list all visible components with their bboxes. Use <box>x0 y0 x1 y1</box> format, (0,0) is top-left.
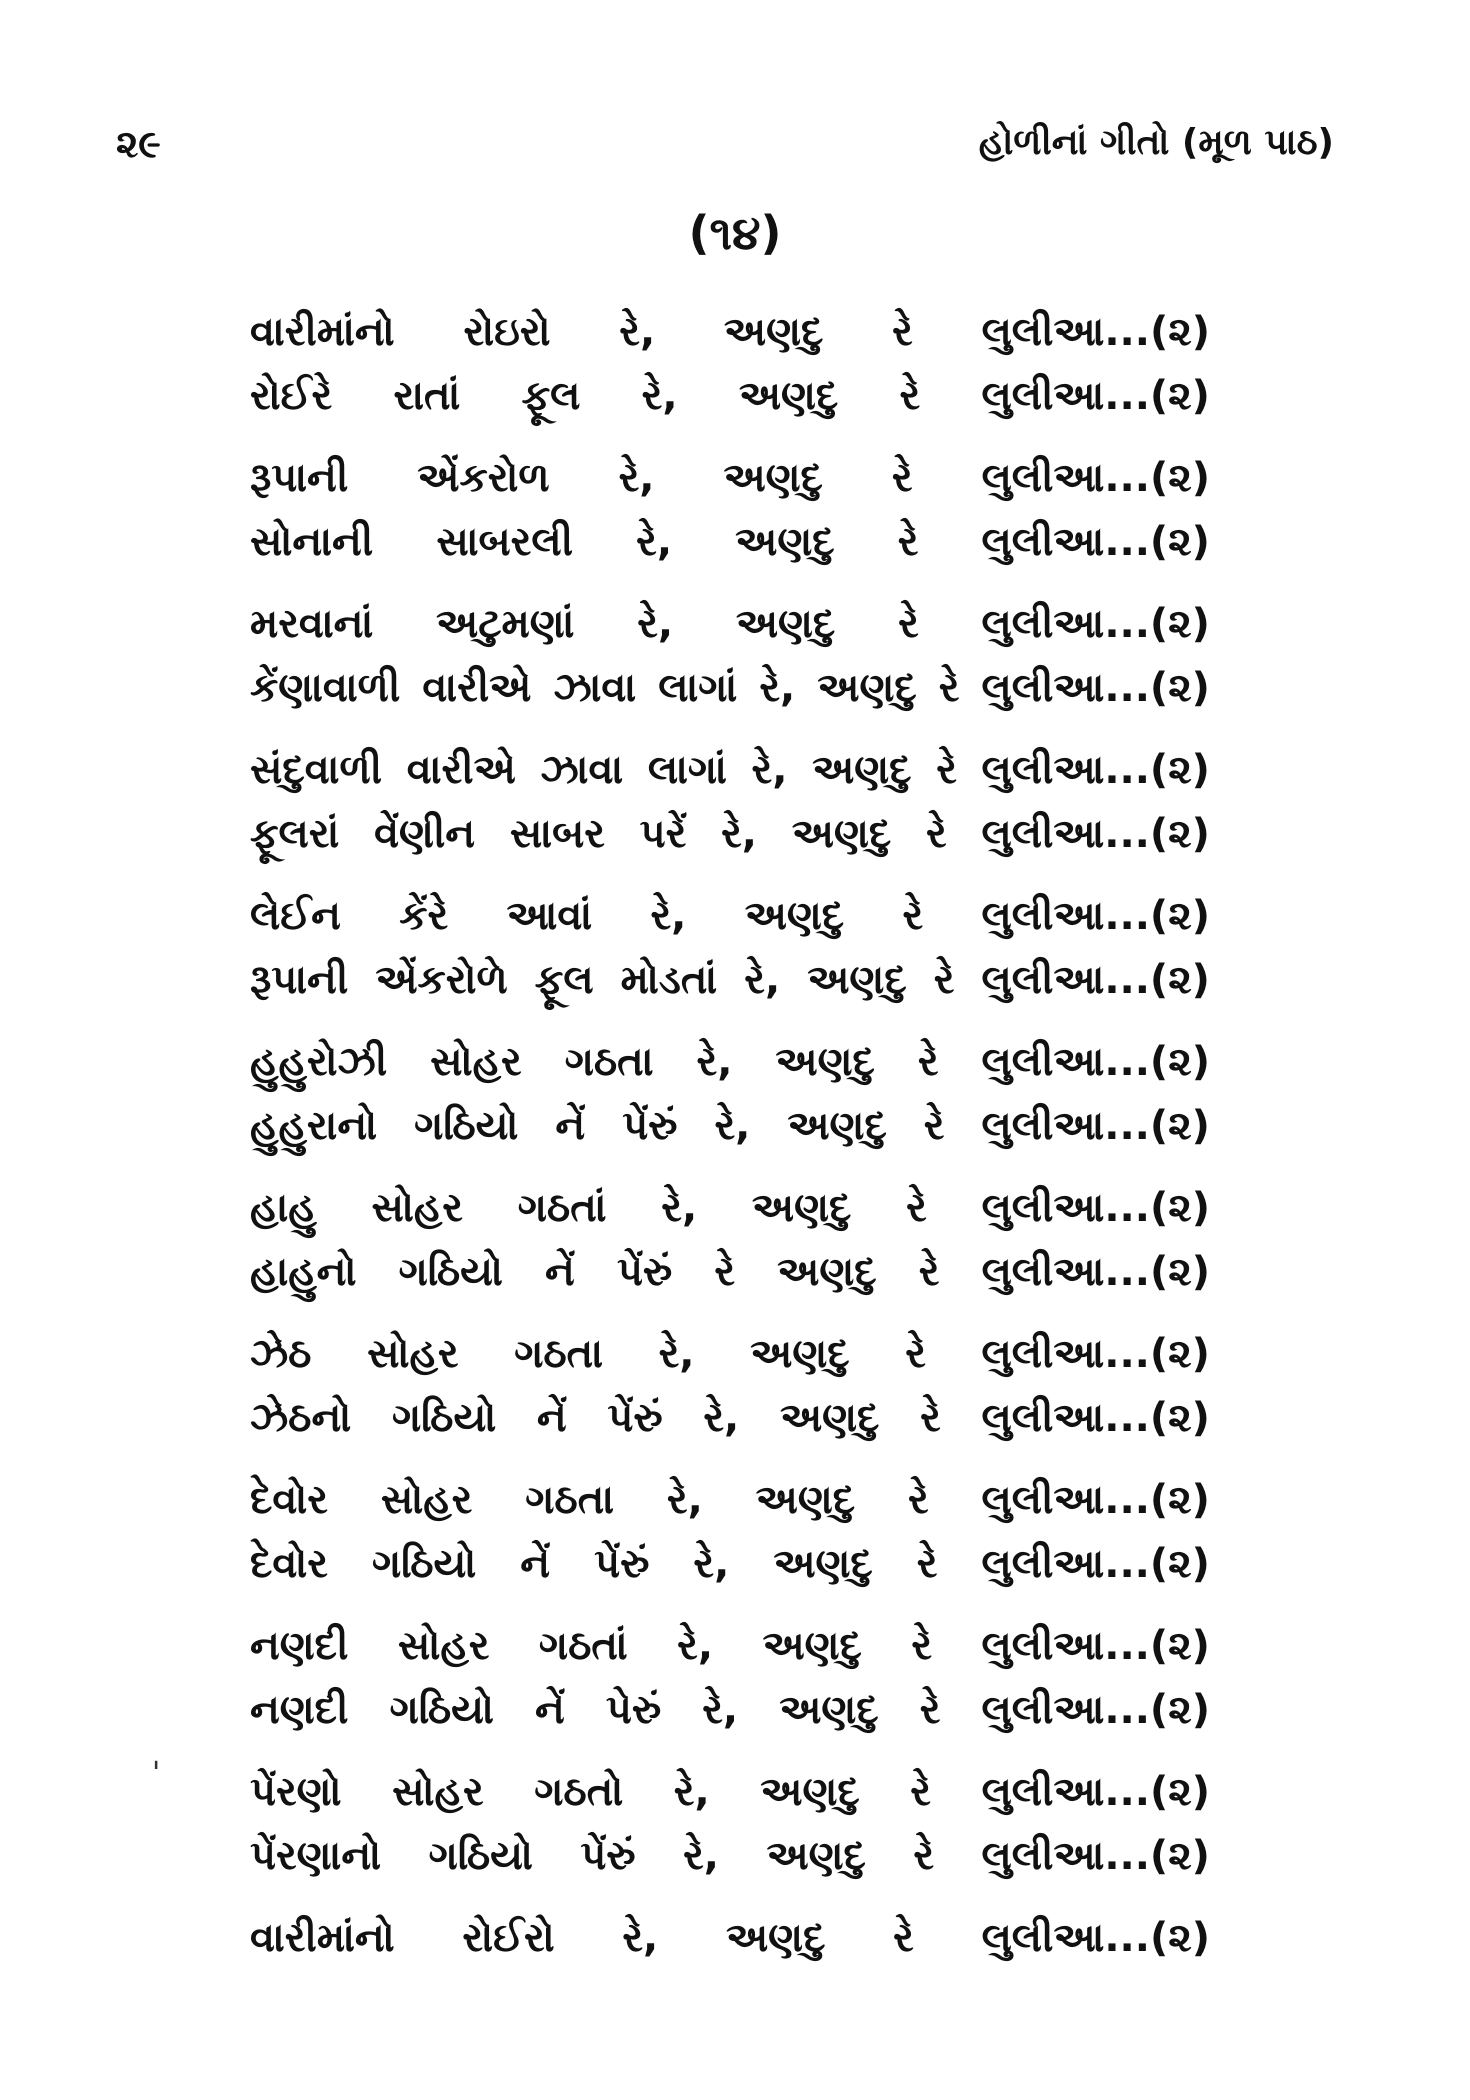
verse-line <box>250 1678 1210 1742</box>
verse-word: રે <box>920 1395 941 1441</box>
verse-word: રે, <box>696 1039 733 1085</box>
verse-word: લાગાં <box>647 747 727 793</box>
verse-word: અણદુ <box>750 1331 850 1377</box>
verse-word: લુલીઆ...(૨) <box>981 957 1210 1003</box>
verse-word: હાહુ <box>250 1185 317 1231</box>
stanza <box>250 592 1210 720</box>
verse-word: ગઠિયો <box>414 1103 519 1149</box>
verse-word: નેં <box>545 1249 575 1295</box>
verse-word: નેં <box>555 1103 586 1149</box>
verse-word: કેંરે <box>399 893 449 939</box>
verse-word: અણદુ <box>779 1395 880 1441</box>
verse-word: અણદુ <box>760 1769 860 1815</box>
verse-word: રે, <box>683 1833 719 1879</box>
verse-line <box>250 300 1210 364</box>
verse-word: સોહર <box>371 1185 463 1231</box>
verse-word: સંદુવાળી <box>250 747 383 793</box>
verse-word: રે, <box>721 811 757 857</box>
verse-word: લુલીઆ...(૨) <box>981 519 1210 565</box>
verse-word: રે <box>911 1623 933 1669</box>
verse-line <box>250 1176 1210 1240</box>
margin-mark: ' <box>152 1756 161 1791</box>
verse-line <box>250 1760 1210 1824</box>
verse-word: ફૂલ <box>534 957 594 1003</box>
verse-word: દેવોર <box>250 1541 328 1587</box>
verse-word: રે, <box>661 1185 698 1231</box>
verse-line <box>250 656 1210 720</box>
stanza <box>250 884 1210 1012</box>
verse-word: રે <box>917 1039 939 1085</box>
verse-word: મરવાનાં <box>250 601 374 647</box>
page-number: ૨૯ <box>116 122 161 166</box>
verse-word: પેંરણો <box>250 1769 342 1815</box>
verse-word: લુલીઆ...(૨) <box>981 747 1210 793</box>
verse-word: નેં <box>534 1687 565 1733</box>
verse-word: લેઈન <box>250 893 341 939</box>
verse-word: રે <box>926 811 947 857</box>
verse-word: પેંરું <box>622 1103 678 1149</box>
verse-line <box>250 1322 1210 1386</box>
verse-word: અણદુ <box>725 1915 826 1961</box>
stanza <box>250 1322 1210 1450</box>
stanza <box>250 1468 1210 1596</box>
verse-word: લુલીઆ...(૨) <box>981 601 1210 647</box>
verse-line <box>250 1030 1210 1094</box>
verse-line <box>250 1240 1210 1304</box>
verse-word: રે, <box>636 519 673 565</box>
verse-word: રે, <box>702 1687 739 1733</box>
verse-word: ગઠતો <box>534 1769 624 1815</box>
verse-word: સોહર <box>397 1623 490 1669</box>
verse-word: અણદુ <box>787 1103 887 1149</box>
verse-word: રે <box>905 1331 926 1377</box>
stanza <box>250 1030 1210 1158</box>
verse-word: રે <box>933 957 955 1003</box>
verse-word: અણદુ <box>762 1623 862 1669</box>
verse-word: રે, <box>703 1395 740 1441</box>
verse-word: રે <box>919 1687 941 1733</box>
verse-word: પરેં <box>639 811 687 857</box>
verse-line <box>250 510 1210 574</box>
verse-word: રોઇરો <box>463 309 551 355</box>
verse-word: રૂપાની <box>250 455 349 501</box>
verse-word: રે, <box>641 373 678 419</box>
verse-word: સાબરલી <box>436 519 574 565</box>
verse-word: રે, <box>618 455 655 501</box>
verse-word: લુલીઆ...(૨) <box>981 893 1210 939</box>
stanza <box>250 300 1210 428</box>
verse-word: રે <box>714 1249 736 1295</box>
verse-word: એંકરોળે <box>375 957 508 1003</box>
verse-word: રે <box>918 1249 940 1295</box>
verse-word: લુલીઆ...(૨) <box>981 1249 1210 1295</box>
verse-word: ઝેઠનો <box>250 1395 352 1441</box>
verse-word: અણદુ <box>773 1541 873 1587</box>
verse-word: ગઠિયો <box>389 1687 494 1733</box>
verse-word: રોઈરે <box>250 373 333 419</box>
verse-word: ગઠિયો <box>428 1833 533 1879</box>
verse-word: નણદી <box>250 1687 349 1733</box>
verse-word: સોનાની <box>250 519 374 565</box>
verse-word: ઝાવા <box>553 665 637 711</box>
verse-word: વેંણીન <box>374 811 476 857</box>
verse-word: પેરું <box>605 1687 662 1733</box>
verse-word: લુલીઆ...(૨) <box>981 1477 1210 1523</box>
verse-word: મોડતાં <box>620 957 718 1003</box>
verse-word: લુલીઆ...(૨) <box>981 1915 1210 1961</box>
verse-word: વારીમાંનો <box>250 1915 395 1961</box>
verse-line <box>250 884 1210 948</box>
verse-word: રે, <box>693 1541 730 1587</box>
verse-word: રે, <box>658 1331 695 1377</box>
verse-word: રે <box>913 1833 935 1879</box>
verse-word: રે <box>907 1477 929 1523</box>
verse-word: લુલીઆ...(૨) <box>981 1541 1210 1587</box>
verse-word: વારીએ <box>422 665 532 711</box>
verse-word: રે <box>892 309 913 355</box>
verse-word: નણદી <box>250 1623 349 1669</box>
verse-line <box>250 948 1210 1012</box>
verse-word: રે <box>916 1541 938 1587</box>
verse-word: અણદુ <box>775 1039 875 1085</box>
verse-word: ગઠિયો <box>391 1395 497 1441</box>
stanza <box>250 1176 1210 1304</box>
verse-word: અણદુ <box>735 601 836 647</box>
verse-word: અણદુ <box>807 957 907 1003</box>
verse-word: રે, <box>744 957 781 1003</box>
verse-word: અણદુ <box>723 455 823 501</box>
verse-word: લુલીઆ...(૨) <box>981 1331 1210 1377</box>
verse-word: લુલીઆ...(૨) <box>981 309 1210 355</box>
verse-word: પેંરું <box>607 1395 663 1441</box>
running-title: હોળીનાં ગીતો (મૂળ પાઠ) <box>978 122 1334 163</box>
verse-word: રે <box>902 893 924 939</box>
verse-word: રે <box>893 1915 914 1961</box>
verse-word: રે <box>910 1769 931 1815</box>
verse-word: લુલીઆ...(૨) <box>981 1185 1210 1231</box>
verse-line <box>250 446 1210 510</box>
verse-word: અણદુ <box>779 1687 879 1733</box>
verse-word: રે <box>891 455 913 501</box>
verse-word: અણદુ <box>723 309 824 355</box>
verse-word: હુહુરાનો <box>250 1103 378 1149</box>
verse-word: એંકરોળ <box>417 455 550 501</box>
song-number: (૧૪) <box>688 206 782 260</box>
verse-word: રે, <box>751 747 788 793</box>
verse-word: વારીમાંનો <box>250 309 395 355</box>
verse-word: ગઠતાં <box>538 1623 628 1669</box>
verse-word: રે, <box>666 1477 703 1523</box>
verse-word: રાતાં <box>393 373 461 419</box>
verse-line <box>250 1532 1210 1596</box>
verse-word: રે, <box>619 309 656 355</box>
verse-word: લુલીઆ...(૨) <box>981 811 1210 857</box>
stanza <box>250 1614 1210 1742</box>
verse-word: ઝાવા <box>540 747 624 793</box>
verse-line <box>250 1386 1210 1450</box>
verse-word: હાહુનો <box>250 1249 357 1295</box>
verse-word: અણદુ <box>744 893 845 939</box>
verse-word: અણદુ <box>817 665 917 711</box>
verse-line <box>250 592 1210 656</box>
verse-word: રે <box>936 747 957 793</box>
verse-word: રે, <box>622 1915 659 1961</box>
verse-word: સોહર <box>380 1477 473 1523</box>
song-stanzas <box>250 300 1210 1988</box>
verse-word: આવાં <box>506 893 593 939</box>
verse-word: રે <box>923 1103 945 1149</box>
verse-word: લુલીઆ...(૨) <box>981 1769 1210 1815</box>
verse-line <box>250 1094 1210 1158</box>
verse-word: લુલીઆ...(૨) <box>981 455 1210 501</box>
verse-word: રે <box>899 373 921 419</box>
stanza <box>250 738 1210 866</box>
verse-word: ગઠતાં <box>517 1185 607 1231</box>
verse-line <box>250 1906 1210 1970</box>
verse-word: અણદુ <box>777 1249 877 1295</box>
verse-word: રે, <box>759 665 796 711</box>
verse-word: અણદુ <box>751 1185 852 1231</box>
verse-word: ગઠતા <box>514 1331 604 1377</box>
verse-word: લુલીઆ...(૨) <box>981 665 1210 711</box>
verse-word: પેંરું <box>616 1249 673 1295</box>
verse-word: રોઈરો <box>462 1915 555 1961</box>
stanza <box>250 446 1210 574</box>
verse-word: હુહુરોઝી <box>250 1039 388 1085</box>
verse-word: નેં <box>520 1541 551 1587</box>
verse-word: ઝેઠ <box>250 1331 312 1377</box>
verse-word: અણદુ <box>735 519 835 565</box>
verse-word: રે <box>897 519 919 565</box>
verse-word: સોહર <box>392 1769 484 1815</box>
verse-word: લુલીઆ...(૨) <box>981 1623 1210 1669</box>
verse-word: ફૂલ <box>521 373 581 419</box>
verse-word: રે <box>938 665 960 711</box>
verse-word: લુલીઆ...(૨) <box>981 1039 1210 1085</box>
verse-word: રે, <box>677 1623 714 1669</box>
verse-word: રૂપાની <box>250 957 349 1003</box>
verse-word: ફૂલરાં <box>250 811 340 857</box>
verse-word: કેંણાવાળી <box>250 665 401 711</box>
verse-word: પેંરું <box>594 1541 650 1587</box>
verse-word: ગઠતા <box>525 1477 615 1523</box>
verse-word: અણદુ <box>791 811 892 857</box>
verse-word: પેંરણાનો <box>250 1833 382 1879</box>
verse-word: સોહર <box>367 1331 459 1377</box>
verse-word: દેવોર <box>250 1477 328 1523</box>
verse-word: સાબર <box>509 811 605 857</box>
verse-word: રે, <box>650 893 687 939</box>
verse-line <box>250 1468 1210 1532</box>
verse-word: રે <box>906 1185 927 1231</box>
verse-word: અણદુ <box>812 747 912 793</box>
verse-word: રે, <box>637 601 674 647</box>
verse-word: ગઠિયો <box>371 1541 477 1587</box>
verse-word: સોહર <box>430 1039 522 1085</box>
verse-line <box>250 364 1210 428</box>
verse-line <box>250 802 1210 866</box>
verse-word: રે <box>898 601 919 647</box>
verse-word: રે, <box>673 1769 710 1815</box>
verse-line <box>250 1824 1210 1888</box>
verse-word: લુલીઆ...(૨) <box>981 1395 1210 1441</box>
verse-word: નેં <box>536 1395 567 1441</box>
verse-word: પેંરું <box>580 1833 636 1879</box>
verse-word: લુલીઆ...(૨) <box>981 1833 1210 1879</box>
verse-word: ગઠિયો <box>398 1249 503 1295</box>
verse-word: અણદુ <box>755 1477 856 1523</box>
verse-word: લુલીઆ...(૨) <box>981 373 1210 419</box>
verse-word: રે, <box>714 1103 751 1149</box>
verse-line <box>250 738 1210 802</box>
stanza <box>250 1906 1210 1970</box>
verse-word: લુલીઆ...(૨) <box>981 1687 1210 1733</box>
verse-word: અણદુ <box>738 373 839 419</box>
verse-word: ગઠતા <box>564 1039 654 1085</box>
verse-word: લાગાં <box>658 665 738 711</box>
stanza <box>250 1760 1210 1888</box>
verse-word: વારીએ <box>406 747 516 793</box>
verse-word: અટુમણાં <box>436 601 575 647</box>
verse-line <box>250 1614 1210 1678</box>
verse-word: લુલીઆ...(૨) <box>981 1103 1210 1149</box>
verse-word: અણદુ <box>766 1833 866 1879</box>
